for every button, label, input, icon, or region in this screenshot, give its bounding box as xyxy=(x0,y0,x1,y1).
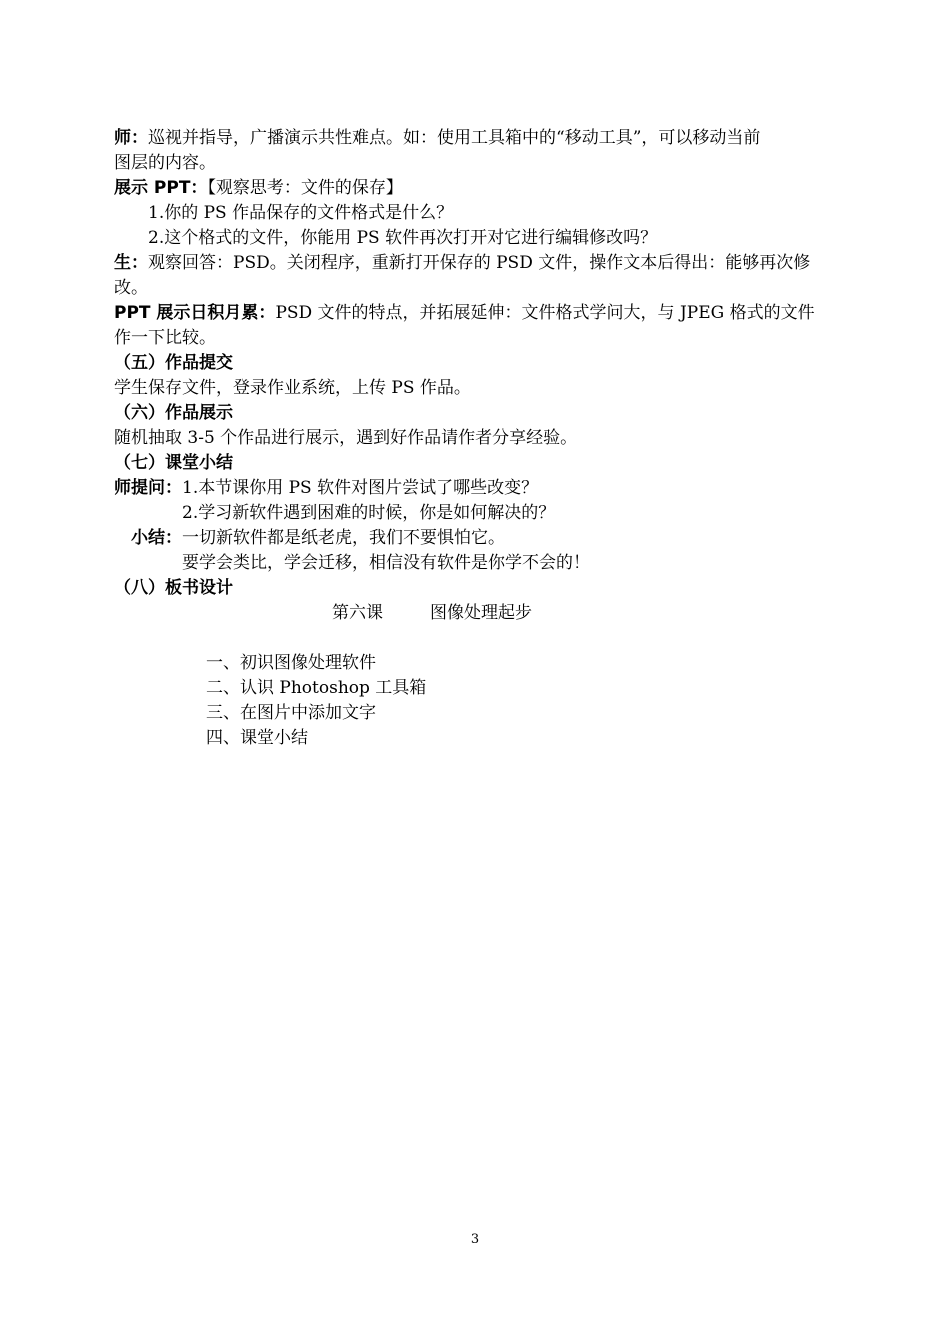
summary-line1 xyxy=(131,526,505,550)
summary-text-1: 一切新软件都是纸老虎，我们不要惧怕它。 xyxy=(182,528,505,548)
board-item: 四、课堂小结 xyxy=(206,728,308,748)
teacher-ask-line1 xyxy=(114,476,538,500)
ppt-daily-line1 xyxy=(114,301,815,325)
section6-text: 随机抽取 3-5 个作品进行展示，遇到好作品请作者分享经验。 xyxy=(114,428,578,448)
ppt-daily-line2: 作一下比较。 xyxy=(114,328,216,348)
board-item: 二、认识 Photoshop 工具箱 xyxy=(206,678,427,698)
summary-text-2: 要学会类比，学会迁移，相信没有软件是你学不会的！ xyxy=(182,553,590,573)
teacher-guide-line1 xyxy=(114,126,760,150)
teacher-guide-text: 巡视并指导，广播演示共性难点。如：使用工具箱中的“移动工具”，可以移动当前 xyxy=(148,128,761,148)
ppt-question-1: 1.你的 PS 作品保存的文件格式是什么？ xyxy=(148,203,454,223)
board-title: 图像处理起步 xyxy=(430,603,532,623)
teacher-ask-2: 2.学习新软件遇到困难的时候，你是如何解决的？ xyxy=(182,503,556,523)
ppt-daily-label: PPT 展示日积月累： xyxy=(114,303,276,323)
section5-heading: （五）作品提交 xyxy=(114,353,233,373)
section5-text: 学生保存文件，登录作业系统，上传 PS 作品。 xyxy=(114,378,471,398)
board-item: 一、初识图像处理软件 xyxy=(206,653,376,673)
section8-heading: （八）板书设计 xyxy=(114,578,233,598)
ppt-show-line xyxy=(114,176,403,200)
page-number: 3 xyxy=(470,1232,480,1247)
ppt-daily-text: PSD 文件的特点，并拓展延伸：文件格式学问大，与 JPEG 格式的文件 xyxy=(275,303,815,323)
student-label: 生： xyxy=(114,253,148,273)
ppt-show-label: 展示 PPT： xyxy=(114,178,208,198)
section6-heading: （六）作品展示 xyxy=(114,403,233,423)
ppt-show-text: 【观察思考：文件的保存】 xyxy=(207,178,403,198)
teacher-guide-line2: 图层的内容。 xyxy=(114,153,216,173)
section7-heading: （七）课堂小结 xyxy=(114,453,233,473)
summary-label: 小结： xyxy=(131,528,182,548)
teacher-label: 师： xyxy=(114,128,148,148)
student-line2: 改。 xyxy=(114,278,148,298)
student-line1 xyxy=(114,251,810,275)
board-lesson: 第六课 xyxy=(332,603,383,623)
student-text: 观察回答：PSD。关闭程序，重新打开保存的 PSD 文件，操作文本后得出：能够再次修 xyxy=(148,253,811,273)
teacher-ask-1: 1.本节课你用 PS 软件对图片尝试了哪些改变？ xyxy=(182,478,539,498)
teacher-ask-label: 师提问： xyxy=(114,478,182,498)
ppt-question-2: 2.这个格式的文件，你能用 PS 软件再次打开对它进行编辑修改吗？ xyxy=(148,228,658,248)
board-item: 三、在图片中添加文字 xyxy=(206,703,376,723)
